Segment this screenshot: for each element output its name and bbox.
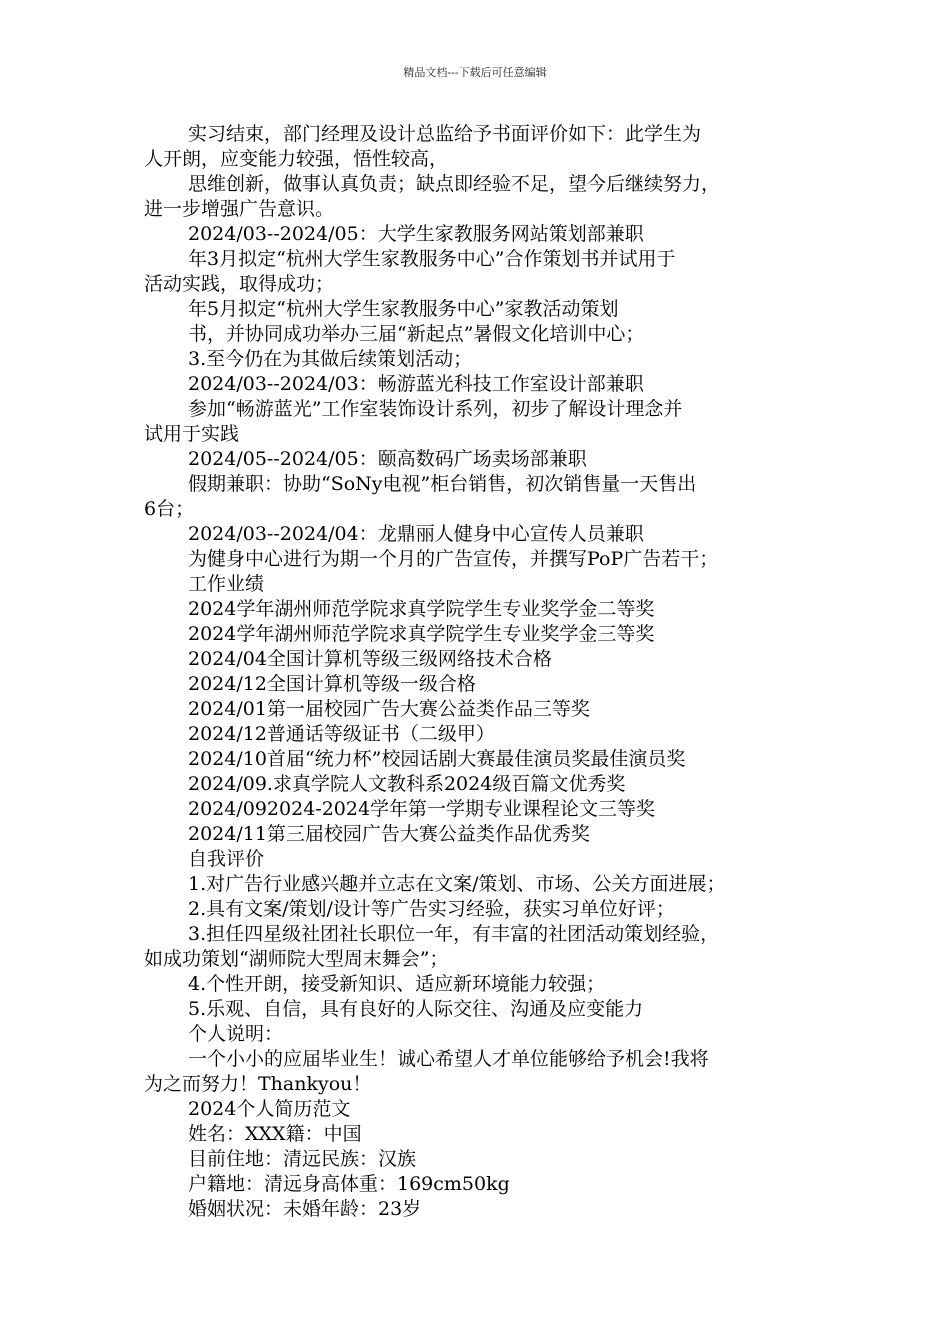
paragraph-line: 试用于实践	[144, 423, 240, 445]
paragraph-line: 2024/05--2024/05：颐高数码广场卖场部兼职	[188, 448, 587, 470]
paragraph-line: 姓名：XXX籍：中国	[188, 1123, 362, 1145]
paragraph-line: 如成功策划“湖师院大型周末舞会”；	[144, 948, 449, 970]
paragraph-line: 一个小小的应届毕业生！诚心希望人才单位能够给予机会!我将	[188, 1048, 709, 1070]
paragraph-line: 2024/09.求真学院人文教科系2024级百篇文优秀奖	[188, 773, 626, 795]
paragraph-line: 3.至今仍在为其做后续策划活动；	[188, 348, 473, 370]
paragraph-line: 2.具有文案/策划/设计等广告实习经验，获实习单位好评；	[188, 898, 675, 920]
paragraph-line: 思维创新，做事认真负责；缺点即经验不足，望今后继续努力，	[188, 173, 721, 195]
document-body	[144, 122, 812, 1222]
paragraph-line: 进一步增强广告意识。	[144, 198, 335, 220]
paragraph-line: 2024个人简历范文	[188, 1098, 351, 1120]
paragraph-line: 2024学年湖州师范学院求真学院学生专业奖学金二等奖	[188, 598, 655, 620]
paragraph-line: 2024学年湖州师范学院求真学院学生专业奖学金三等奖	[188, 623, 655, 645]
paragraph-line: 为之而努力！Thankyou！	[144, 1073, 372, 1095]
paragraph-line: 婚姻状况：未婚年龄：23岁	[188, 1198, 422, 1220]
paragraph-line: 1.对广告行业感兴趣并立志在文案/策划、市场、公关方面进展；	[188, 873, 726, 895]
paragraph-line: 为健身中心进行为期一个月的广告宣传，并撰写PoP广告若干；	[188, 548, 719, 570]
paragraph-line: 6台；	[144, 498, 195, 520]
paragraph-line: 4.个性开朗，接受新知识、适应新环境能力较强；	[188, 973, 606, 995]
paragraph-line: 书，并协同成功举办三届“新起点”暑假文化培训中心；	[188, 323, 645, 345]
paragraph-line: 人开朗，应变能力较强，悟性较高，	[144, 148, 449, 170]
paragraph-line: 自我评价	[188, 848, 265, 870]
paragraph-line: 个人说明：	[188, 1023, 284, 1045]
paragraph-line: 工作业绩	[188, 573, 265, 595]
paragraph-line: 户籍地：清远身高体重：169cm50kg	[188, 1173, 510, 1195]
paragraph-line: 2024/01第一届校园广告大赛公益类作品三等奖	[188, 698, 590, 720]
paragraph-line: 5.乐观、自信，具有良好的人际交往、沟通及应变能力	[188, 998, 644, 1020]
paragraph-line: 2024/12普通话等级证书（二级甲）	[188, 723, 495, 745]
page-header: 精品文档---下载后可任意编辑	[403, 66, 547, 79]
paragraph-line: 假期兼职：协助“SoNy电视”柜台销售，初次销售量一天售出	[188, 473, 697, 495]
paragraph-line: 年5月拟定“杭州大学生家教服务中心”家教活动策划	[188, 298, 619, 320]
paragraph-line: 2024/03--2024/04：龙鼎丽人健身中心宣传人员兼职	[188, 523, 644, 545]
paragraph-line: 2024/11第三届校园广告大赛公益类作品优秀奖	[188, 823, 590, 845]
paragraph-line: 目前住地：清远民族：汉族	[188, 1148, 417, 1170]
paragraph-line: 年3月拟定“杭州大学生家教服务中心”合作策划书并试用于	[188, 248, 676, 270]
paragraph-line: 2024/12全国计算机等级一级合格	[188, 673, 476, 695]
paragraph-line: 参加“畅游蓝光”工作室装饰设计系列，初步了解设计理念并	[188, 398, 683, 420]
paragraph-line: 2024/10首届“统力杯”校园话剧大赛最佳演员奖最佳演员奖	[188, 748, 686, 770]
paragraph-line: 实习结束，部门经理及设计总监给予书面评价如下：此学生为	[188, 123, 702, 145]
paragraph-line: 活动实践，取得成功；	[144, 273, 335, 295]
paragraph-line: 2024/03--2024/05：大学生家教服务网站策划部兼职	[188, 223, 644, 245]
paragraph-line: 2024/03--2024/03：畅游蓝光科技工作室设计部兼职	[188, 373, 644, 395]
paragraph-line: 2024/092024-2024学年第一学期专业课程论文三等奖	[188, 798, 656, 820]
paragraph-line: 3.担任四星级社团社长职位一年，有丰富的社团活动策划经验，	[188, 923, 720, 945]
paragraph-line: 2024/04全国计算机等级三级网络技术合格	[188, 648, 552, 670]
